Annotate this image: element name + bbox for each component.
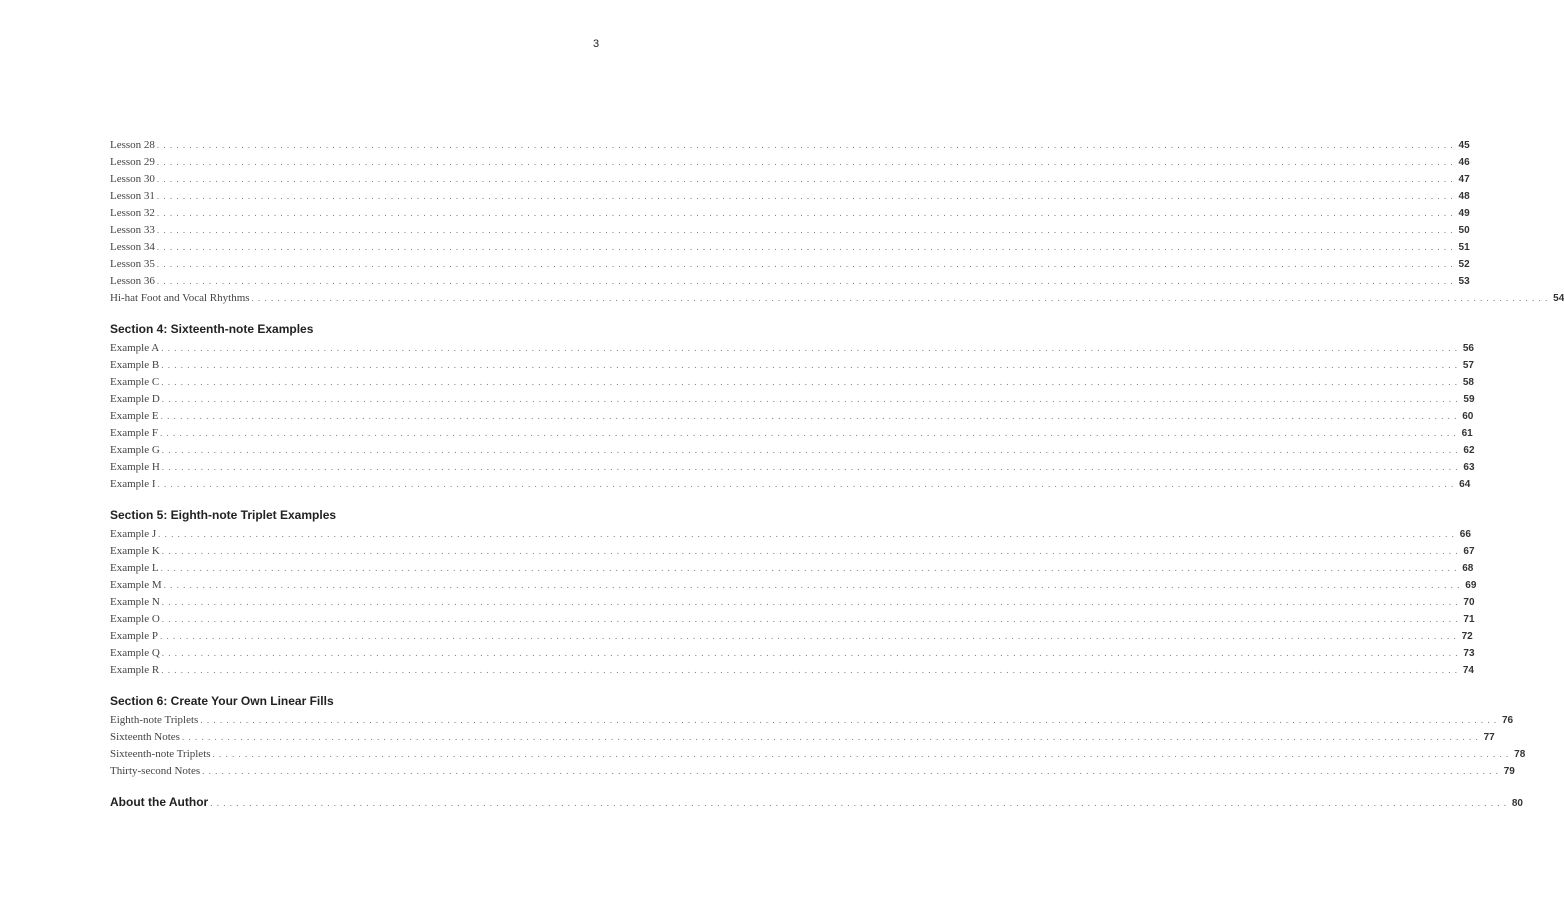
- dot-leader: . . . . . . . . . . . . . . . . . . . . . . . . . . . . . . . . . . . . . . . . . . . . . . . . . . . . . . . . . . . . . . . . . . . . . . . . . . . . . . . . . . . . . . . . . . . . . . . . . . . . . . . . . . . . . . . . . . . . . . . . . . . . . . . . . . . . . . . . . . . . . . . . . . . . . . . . . . . . . . . . . . . . . . . . . . . . . . . . . . . . . . . . . . . . . . . . . . . . . . . .: [156, 225, 1454, 235]
- entry-page: 72: [1461, 631, 1473, 642]
- entry-label: Lesson 31: [110, 190, 155, 202]
- toc-entry[interactable]: [110, 374, 1474, 391]
- dot-leader: . . . . . . . . . . . . . . . . . . . . . . . . . . . . . . . . . . . . . . . . . . . . . . . . . . . . . . . . . . . . . . . . . . . . . . . . . . . . . . . . . . . . . . . . . . . . . . . . . . . . . . . . . . . . . . . . . . . . . . . . . . . . . . . . . . . . . . . . . . . . . . . . . . . . . . . . . . . . . . . . . . . . . . . . . . . . . . . . . . . . . . . . . . . . . . . . . . . . . . . .: [200, 715, 1498, 725]
- entry-page: 58: [1462, 377, 1474, 388]
- dot-leader: . . . . . . . . . . . . . . . . . . . . . . . . . . . . . . . . . . . . . . . . . . . . . . . . . . . . . . . . . . . . . . . . . . . . . . . . . . . . . . . . . . . . . . . . . . . . . . . . . . . . . . . . . . . . . . . . . . . . . . . . . . . . . . . . . . . . . . . . . . . . . . . . . . . . . . . . . . . . . . . . . . . . . . . . . . . . . . . . . . . . . . . . . . . . . . . . . . . . . . . .: [160, 563, 1458, 573]
- section-heading: Section 5: Eighth-note Triplet Examples: [110, 508, 337, 522]
- section-heading: Section 4: Sixteenth-note Examples: [110, 322, 314, 336]
- section-4-list: [110, 340, 1475, 493]
- toc-entry[interactable]: [110, 662, 1474, 679]
- page-number: 3: [593, 38, 600, 50]
- toc-entry[interactable]: [110, 476, 1471, 493]
- entry-page: 64: [1459, 479, 1471, 490]
- toc-entry[interactable]: [110, 391, 1475, 408]
- section-6-list: [110, 712, 1526, 780]
- entry-label: Lesson 29: [110, 156, 155, 168]
- entry-label: Example R: [110, 664, 160, 676]
- entry-label: Example N: [110, 596, 160, 608]
- entry-page: 67: [1463, 546, 1475, 557]
- toc-entry[interactable]: [110, 442, 1475, 459]
- dot-leader: . . . . . . . . . . . . . . . . . . . . . . . . . . . . . . . . . . . . . . . . . . . . . . . . . . . . . . . . . . . . . . . . . . . . . . . . . . . . . . . . . . . . . . . . . . . . . . . . . . . . . . . . . . . . . . . . . . . . . . . . . . . . . . . . . . . . . . . . . . . . . . . . . . . . . . . . . . . . . . . . . . . . . . . . . . . . . . . . . . . . . . . . . . . . . . . . . . . . . . . .: [156, 259, 1454, 269]
- entry-page: 45: [1458, 140, 1470, 151]
- dot-leader: . . . . . . . . . . . . . . . . . . . . . . . . . . . . . . . . . . . . . . . . . . . . . . . . . . . . . . . . . . . . . . . . . . . . . . . . . . . . . . . . . . . . . . . . . . . . . . . . . . . . . . . . . . . . . . . . . . . . . . . . . . . . . . . . . . . . . . . . . . . . . . . . . . . . . . . . . . . . . . . . . . . . . . . . . . . . . . . . . . . . . . . . . . . . . . . . . . . . . . . .: [156, 191, 1454, 201]
- entry-page: 60: [1462, 411, 1474, 422]
- entry-label: Sixteenth Notes: [110, 731, 180, 743]
- toc-entry[interactable]: [110, 290, 1564, 307]
- entry-page: 53: [1458, 276, 1470, 287]
- entry-page: 57: [1462, 360, 1474, 371]
- toc-entry[interactable]: [110, 137, 1470, 154]
- entry-page: 59: [1463, 394, 1475, 405]
- entry-label: About the Author: [110, 795, 209, 809]
- toc-entry[interactable]: [110, 526, 1471, 543]
- toc-entry[interactable]: [110, 611, 1475, 628]
- entry-page: 54: [1553, 293, 1564, 304]
- dot-leader: . . . . . . . . . . . . . . . . . . . . . . . . . . . . . . . . . . . . . . . . . . . . . . . . . . . . . . . . . . . . . . . . . . . . . . . . . . . . . . . . . . . . . . . . . . . . . . . . . . . . . . . . . . . . . . . . . . . . . . . . . . . . . . . . . . . . . . . . . . . . . . . . . . . . . . . . . . . . . . . . . . . . . . . . . . . . . . . . . . . . . . . . . . . . . . . . . . . . . . . .: [156, 140, 1454, 150]
- entry-page: 63: [1463, 462, 1475, 473]
- toc-entry[interactable]: [110, 645, 1475, 662]
- entry-label: Example F: [110, 427, 158, 439]
- entry-page: 61: [1461, 428, 1473, 439]
- toc-entry[interactable]: [110, 239, 1470, 256]
- entry-label: Lesson 32: [110, 207, 155, 219]
- entry-label: Lesson 33: [110, 224, 155, 236]
- toc-entry[interactable]: [110, 357, 1474, 374]
- toc-entry[interactable]: [110, 577, 1477, 594]
- entry-page: 66: [1459, 529, 1471, 540]
- dot-leader: . . . . . . . . . . . . . . . . . . . . . . . . . . . . . . . . . . . . . . . . . . . . . . . . . . . . . . . . . . . . . . . . . . . . . . . . . . . . . . . . . . . . . . . . . . . . . . . . . . . . . . . . . . . . . . . . . . . . . . . . . . . . . . . . . . . . . . . . . . . . . . . . . . . . . . . . . . . . . . . . . . . . . . . . . . . . . . . . . . . . . . . . . . . . . . . . . . . . . . . .: [161, 377, 1458, 387]
- toc-entry[interactable]: [110, 712, 1514, 729]
- entry-page: 46: [1458, 157, 1470, 168]
- toc-entry[interactable]: [110, 273, 1470, 290]
- entry-label: Example H: [110, 461, 160, 473]
- dot-leader: . . . . . . . . . . . . . . . . . . . . . . . . . . . . . . . . . . . . . . . . . . . . . . . . . . . . . . . . . . . . . . . . . . . . . . . . . . . . . . . . . . . . . . . . . . . . . . . . . . . . . . . . . . . . . . . . . . . . . . . . . . . . . . . . . . . . . . . . . . . . . . . . . . . . . . . . . . . . . . . . . . . . . . . . . . . . . . . . . . . . . . . . . . . . . . . . . . . . . . . .: [210, 798, 1507, 808]
- entry-label: Example O: [110, 613, 160, 625]
- entry-label: Eighth-note Triplets: [110, 714, 199, 726]
- toc-entry[interactable]: [110, 763, 1515, 780]
- toc-entry[interactable]: [110, 171, 1470, 188]
- entry-label: Example P: [110, 630, 158, 642]
- entry-label: Example I: [110, 478, 156, 490]
- entry-page: 49: [1458, 208, 1470, 219]
- entry-page: 77: [1483, 732, 1495, 743]
- dot-leader: . . . . . . . . . . . . . . . . . . . . . . . . . . . . . . . . . . . . . . . . . . . . . . . . . . . . . . . . . . . . . . . . . . . . . . . . . . . . . . . . . . . . . . . . . . . . . . . . . . . . . . . . . . . . . . . . . . . . . . . . . . . . . . . . . . . . . . . . . . . . . . . . . . . . . . . . . . . . . . . . . . . . . . . . . . . . . . . . . . . . . . . . . . . . . . . . . . . . . . . .: [161, 546, 1459, 556]
- entry-label: Example C: [110, 376, 160, 388]
- dot-leader: . . . . . . . . . . . . . . . . . . . . . . . . . . . . . . . . . . . . . . . . . . . . . . . . . . . . . . . . . . . . . . . . . . . . . . . . . . . . . . . . . . . . . . . . . . . . . . . . . . . . . . . . . . . . . . . . . . . . . . . . . . . . . . . . . . . . . . . . . . . . . . . . . . . . . . . . . . . . . . . . . . . . . . . . . . . . . . . . . . . . . . . . . . . . . . . . . . . . . . . .: [161, 665, 1458, 675]
- table-of-contents: [110, 137, 1564, 811]
- entry-label: Example E: [110, 410, 159, 422]
- toc-entry[interactable]: [110, 459, 1475, 476]
- dot-leader: . . . . . . . . . . . . . . . . . . . . . . . . . . . . . . . . . . . . . . . . . . . . . . . . . . . . . . . . . . . . . . . . . . . . . . . . . . . . . . . . . . . . . . . . . . . . . . . . . . . . . . . . . . . . . . . . . . . . . . . . . . . . . . . . . . . . . . . . . . . . . . . . . . . . . . . . . . . . . . . . . . . . . . . . . . . . . . . . . . . . . . . . . . . . . . . . . . . . . . . .: [161, 445, 1459, 455]
- entry-page: 68: [1462, 563, 1474, 574]
- dot-leader: . . . . . . . . . . . . . . . . . . . . . . . . . . . . . . . . . . . . . . . . . . . . . . . . . . . . . . . . . . . . . . . . . . . . . . . . . . . . . . . . . . . . . . . . . . . . . . . . . . . . . . . . . . . . . . . . . . . . . . . . . . . . . . . . . . . . . . . . . . . . . . . . . . . . . . . . . . . . . . . . . . . . . . . . . . . . . . . . . . . . . . . . . . . . . . . . . . . . . . . .: [202, 766, 1499, 776]
- entry-page: 62: [1463, 445, 1475, 456]
- toc-entry[interactable]: [110, 340, 1474, 357]
- entry-label: Example M: [110, 579, 162, 591]
- toc-entry[interactable]: [110, 256, 1470, 273]
- section-heading: Section 6: Create Your Own Linear Fills: [110, 694, 334, 708]
- entry-page: 79: [1503, 766, 1515, 777]
- entry-page: 76: [1501, 715, 1514, 726]
- entry-label: Example D: [110, 393, 160, 405]
- dot-leader: . . . . . . . . . . . . . . . . . . . . . . . . . . . . . . . . . . . . . . . . . . . . . . . . . . . . . . . . . . . . . . . . . . . . . . . . . . . . . . . . . . . . . . . . . . . . . . . . . . . . . . . . . . . . . . . . . . . . . . . . . . . . . . . . . . . . . . . . . . . . . . . . . . . . . . . . . . . . . . . . . . . . . . . . . . . . . . . . . . . . . . . . . . . . . . . . . . . . . . . .: [161, 614, 1459, 624]
- dot-leader: . . . . . . . . . . . . . . . . . . . . . . . . . . . . . . . . . . . . . . . . . . . . . . . . . . . . . . . . . . . . . . . . . . . . . . . . . . . . . . . . . . . . . . . . . . . . . . . . . . . . . . . . . . . . . . . . . . . . . . . . . . . . . . . . . . . . . . . . . . . . . . . . . . . . . . . . . . . . . . . . . . . . . . . . . . . . . . . . . . . . . . . . . . . . . . . . . . . . . . . .: [161, 648, 1459, 658]
- entry-page: 56: [1462, 343, 1474, 354]
- entry-page: 80: [1511, 798, 1523, 809]
- entry-page: 48: [1458, 191, 1470, 202]
- dot-leader: . . . . . . . . . . . . . . . . . . . . . . . . . . . . . . . . . . . . . . . . . . . . . . . . . . . . . . . . . . . . . . . . . . . . . . . . . . . . . . . . . . . . . . . . . . . . . . . . . . . . . . . . . . . . . . . . . . . . . . . . . . . . . . . . . . . . . . . . . . . . . . . . . . . . . . . . . . . . . . . . . . . . . . . . . . . . . . . . . . . . . . . . . . . . . . . . . . . . . . . .: [163, 580, 1461, 590]
- entry-page: 50: [1458, 225, 1470, 236]
- entry-label: Example G: [110, 444, 160, 456]
- dot-leader: . . . . . . . . . . . . . . . . . . . . . . . . . . . . . . . . . . . . . . . . . . . . . . . . . . . . . . . . . . . . . . . . . . . . . . . . . . . . . . . . . . . . . . . . . . . . . . . . . . . . . . . . . . . . . . . . . . . . . . . . . . . . . . . . . . . . . . . . . . . . . . . . . . . . . . . . . . . . . . . . . . . . . . . . . . . . . . . . . . . . . . . . . . . . . . . . . . . . . . . .: [160, 411, 1458, 421]
- dot-leader: . . . . . . . . . . . . . . . . . . . . . . . . . . . . . . . . . . . . . . . . . . . . . . . . . . . . . . . . . . . . . . . . . . . . . . . . . . . . . . . . . . . . . . . . . . . . . . . . . . . . . . . . . . . . . . . . . . . . . . . . . . . . . . . . . . . . . . . . . . . . . . . . . . . . . . . . . . . . . . . . . . . . . . . . . . . . . . . . . . . . . . . . . . . . . . . . . . . . . . . .: [159, 428, 1457, 438]
- entry-label: Lesson 34: [110, 241, 155, 253]
- entry-page: 47: [1458, 174, 1470, 185]
- entry-label: Sixteenth-note Triplets: [110, 748, 211, 760]
- toc-entry[interactable]: [110, 222, 1470, 239]
- dot-leader: . . . . . . . . . . . . . . . . . . . . . . . . . . . . . . . . . . . . . . . . . . . . . . . . . . . . . . . . . . . . . . . . . . . . . . . . . . . . . . . . . . . . . . . . . . . . . . . . . . . . . . . . . . . . . . . . . . . . . . . . . . . . . . . . . . . . . . . . . . . . . . . . . . . . . . . . . . . . . . . . . . . . . . . . . . . . . . . . . . . . . . . . . . . . . . . . . . . . . . . .: [156, 208, 1454, 218]
- toc-entry[interactable]: [110, 729, 1495, 746]
- dot-leader: . . . . . . . . . . . . . . . . . . . . . . . . . . . . . . . . . . . . . . . . . . . . . . . . . . . . . . . . . . . . . . . . . . . . . . . . . . . . . . . . . . . . . . . . . . . . . . . . . . . . . . . . . . . . . . . . . . . . . . . . . . . . . . . . . . . . . . . . . . . . . . . . . . . . . . . . . . . . . . . . . . . . . . . . . . . . . . . . . . . . . . . . . . . . . . . . . . . . . . . .: [212, 749, 1510, 759]
- dot-leader: . . . . . . . . . . . . . . . . . . . . . . . . . . . . . . . . . . . . . . . . . . . . . . . . . . . . . . . . . . . . . . . . . . . . . . . . . . . . . . . . . . . . . . . . . . . . . . . . . . . . . . . . . . . . . . . . . . . . . . . . . . . . . . . . . . . . . . . . . . . . . . . . . . . . . . . . . . . . . . . . . . . . . . . . . . . . . . . . . . . . . . . . . . . . . . . . . . . . . . . .: [161, 343, 1458, 353]
- entry-label: Example L: [110, 562, 159, 574]
- section-5-list: [110, 526, 1477, 679]
- entry-label: Lesson 30: [110, 173, 155, 185]
- toc-entry[interactable]: [110, 560, 1474, 577]
- entry-page: 78: [1514, 749, 1526, 760]
- entry-page: 70: [1463, 597, 1475, 608]
- toc-entry[interactable]: [110, 746, 1526, 763]
- entry-label: Example K: [110, 545, 160, 557]
- entry-page: 51: [1458, 242, 1470, 253]
- entry-label: Lesson 28: [110, 139, 155, 151]
- toc-entry[interactable]: [110, 594, 1475, 611]
- dot-leader: . . . . . . . . . . . . . . . . . . . . . . . . . . . . . . . . . . . . . . . . . . . . . . . . . . . . . . . . . . . . . . . . . . . . . . . . . . . . . . . . . . . . . . . . . . . . . . . . . . . . . . . . . . . . . . . . . . . . . . . . . . . . . . . . . . . . . . . . . . . . . . . . . . . . . . . . . . . . . . . . . . . . . . . . . . . . . . . . . . . . . . . . . . . . . . . . . . . . . . . .: [157, 479, 1455, 489]
- entry-page: 52: [1458, 259, 1470, 270]
- entry-label: Thirty-second Notes: [110, 765, 201, 777]
- entry-page: 71: [1463, 614, 1475, 625]
- dot-leader: . . . . . . . . . . . . . . . . . . . . . . . . . . . . . . . . . . . . . . . . . . . . . . . . . . . . . . . . . . . . . . . . . . . . . . . . . . . . . . . . . . . . . . . . . . . . . . . . . . . . . . . . . . . . . . . . . . . . . . . . . . . . . . . . . . . . . . . . . . . . . . . . . . . . . . . . . . . . . . . . . . . . . . . . . . . . . . . . . . . . . . . . . . . . . . . . . . . . . . . .: [161, 462, 1459, 472]
- dot-leader: . . . . . . . . . . . . . . . . . . . . . . . . . . . . . . . . . . . . . . . . . . . . . . . . . . . . . . . . . . . . . . . . . . . . . . . . . . . . . . . . . . . . . . . . . . . . . . . . . . . . . . . . . . . . . . . . . . . . . . . . . . . . . . . . . . . . . . . . . . . . . . . . . . . . . . . . . . . . . . . . . . . . . . . . . . . . . . . . . . . . . . . . . . . . . . . . . . . . . . . .: [156, 276, 1454, 286]
- entry-label: Example A: [110, 342, 160, 354]
- dot-leader: . . . . . . . . . . . . . . . . . . . . . . . . . . . . . . . . . . . . . . . . . . . . . . . . . . . . . . . . . . . . . . . . . . . . . . . . . . . . . . . . . . . . . . . . . . . . . . . . . . . . . . . . . . . . . . . . . . . . . . . . . . . . . . . . . . . . . . . . . . . . . . . . . . . . . . . . . . . . . . . . . . . . . . . . . . . . . . . . . . . . . . . . . . . . . . . . . . . . . . . .: [251, 293, 1549, 303]
- toc-entry[interactable]: [110, 188, 1470, 205]
- lessons-list: [110, 137, 1564, 307]
- entry-page: 69: [1465, 580, 1477, 591]
- dot-leader: . . . . . . . . . . . . . . . . . . . . . . . . . . . . . . . . . . . . . . . . . . . . . . . . . . . . . . . . . . . . . . . . . . . . . . . . . . . . . . . . . . . . . . . . . . . . . . . . . . . . . . . . . . . . . . . . . . . . . . . . . . . . . . . . . . . . . . . . . . . . . . . . . . . . . . . . . . . . . . . . . . . . . . . . . . . . . . . . . . . . . . . . . . . . . . . . . . . . . . . .: [161, 394, 1459, 404]
- dot-leader: . . . . . . . . . . . . . . . . . . . . . . . . . . . . . . . . . . . . . . . . . . . . . . . . . . . . . . . . . . . . . . . . . . . . . . . . . . . . . . . . . . . . . . . . . . . . . . . . . . . . . . . . . . . . . . . . . . . . . . . . . . . . . . . . . . . . . . . . . . . . . . . . . . . . . . . . . . . . . . . . . . . . . . . . . . . . . . . . . . . . . . . . . . . . . . . . . . . . . . . .: [161, 360, 1458, 370]
- toc-entry[interactable]: [110, 628, 1473, 645]
- dot-leader: . . . . . . . . . . . . . . . . . . . . . . . . . . . . . . . . . . . . . . . . . . . . . . . . . . . . . . . . . . . . . . . . . . . . . . . . . . . . . . . . . . . . . . . . . . . . . . . . . . . . . . . . . . . . . . . . . . . . . . . . . . . . . . . . . . . . . . . . . . . . . . . . . . . . . . . . . . . . . . . . . . . . . . . . . . . . . . . . . . . . . . . . . . . . . . . . . . . . . . . .: [156, 174, 1454, 184]
- toc-entry[interactable]: [110, 543, 1475, 560]
- entry-label: Lesson 35: [110, 258, 155, 270]
- dot-leader: . . . . . . . . . . . . . . . . . . . . . . . . . . . . . . . . . . . . . . . . . . . . . . . . . . . . . . . . . . . . . . . . . . . . . . . . . . . . . . . . . . . . . . . . . . . . . . . . . . . . . . . . . . . . . . . . . . . . . . . . . . . . . . . . . . . . . . . . . . . . . . . . . . . . . . . . . . . . . . . . . . . . . . . . . . . . . . . . . . . . . . . . . . . . . . . . . . . . . . . .: [161, 597, 1459, 607]
- entry-page: 74: [1462, 665, 1474, 676]
- entry-label: Example B: [110, 359, 160, 371]
- toc-entry[interactable]: [110, 425, 1473, 442]
- dot-leader: . . . . . . . . . . . . . . . . . . . . . . . . . . . . . . . . . . . . . . . . . . . . . . . . . . . . . . . . . . . . . . . . . . . . . . . . . . . . . . . . . . . . . . . . . . . . . . . . . . . . . . . . . . . . . . . . . . . . . . . . . . . . . . . . . . . . . . . . . . . . . . . . . . . . . . . . . . . . . . . . . . . . . . . . . . . . . . . . . . . . . . . . . . . . . . . . . . . . . . . .: [156, 242, 1454, 252]
- entry-label: Lesson 36: [110, 275, 155, 287]
- entry-page: 73: [1463, 648, 1475, 659]
- toc-entry[interactable]: [110, 154, 1470, 171]
- dot-leader: . . . . . . . . . . . . . . . . . . . . . . . . . . . . . . . . . . . . . . . . . . . . . . . . . . . . . . . . . . . . . . . . . . . . . . . . . . . . . . . . . . . . . . . . . . . . . . . . . . . . . . . . . . . . . . . . . . . . . . . . . . . . . . . . . . . . . . . . . . . . . . . . . . . . . . . . . . . . . . . . . . . . . . . . . . . . . . . . . . . . . . . . . . . . . . . . . . . . . . . .: [181, 732, 1479, 742]
- dot-leader: . . . . . . . . . . . . . . . . . . . . . . . . . . . . . . . . . . . . . . . . . . . . . . . . . . . . . . . . . . . . . . . . . . . . . . . . . . . . . . . . . . . . . . . . . . . . . . . . . . . . . . . . . . . . . . . . . . . . . . . . . . . . . . . . . . . . . . . . . . . . . . . . . . . . . . . . . . . . . . . . . . . . . . . . . . . . . . . . . . . . . . . . . . . . . . . . . . . . . . . .: [156, 157, 1454, 167]
- dot-leader: . . . . . . . . . . . . . . . . . . . . . . . . . . . . . . . . . . . . . . . . . . . . . . . . . . . . . . . . . . . . . . . . . . . . . . . . . . . . . . . . . . . . . . . . . . . . . . . . . . . . . . . . . . . . . . . . . . . . . . . . . . . . . . . . . . . . . . . . . . . . . . . . . . . . . . . . . . . . . . . . . . . . . . . . . . . . . . . . . . . . . . . . . . . . . . . . . . . . . . . .: [159, 631, 1457, 641]
- entry-label: Example J: [110, 528, 157, 540]
- about-author-entry[interactable]: [110, 794, 1523, 811]
- toc-entry[interactable]: [110, 205, 1470, 222]
- dot-leader: . . . . . . . . . . . . . . . . . . . . . . . . . . . . . . . . . . . . . . . . . . . . . . . . . . . . . . . . . . . . . . . . . . . . . . . . . . . . . . . . . . . . . . . . . . . . . . . . . . . . . . . . . . . . . . . . . . . . . . . . . . . . . . . . . . . . . . . . . . . . . . . . . . . . . . . . . . . . . . . . . . . . . . . . . . . . . . . . . . . . . . . . . . . . . . . . . . . . . . . .: [158, 529, 1455, 539]
- entry-label: Hi-hat Foot and Vocal Rhythms: [110, 292, 250, 304]
- toc-entry[interactable]: [110, 408, 1474, 425]
- entry-label: Example Q: [110, 647, 160, 659]
